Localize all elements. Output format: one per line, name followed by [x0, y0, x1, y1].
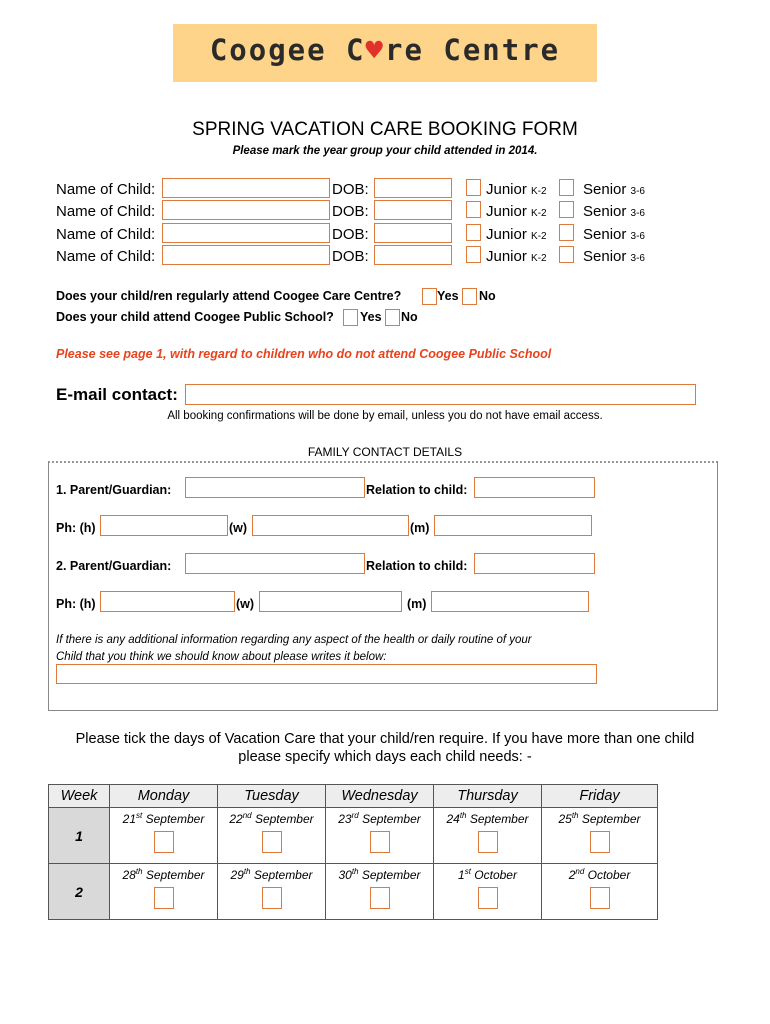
day-date: 21st September: [122, 811, 205, 826]
parent1-phone-work-input[interactable]: [252, 515, 409, 536]
day-checkbox[interactable]: [370, 887, 390, 909]
dob-label: DOB:: [332, 226, 369, 243]
junior-checkbox[interactable]: [466, 179, 481, 196]
day-cell: [326, 864, 434, 920]
day-date: 30th September: [338, 867, 421, 882]
day-checkbox[interactable]: [478, 887, 498, 909]
dob-input[interactable]: [374, 178, 452, 198]
tick-instructions: Please tick the days of Vacation Care that your child/ren require. If you have more than one child please specify which days each child needs: -: [75, 731, 695, 765]
family-contact-title: FAMILY CONTACT DETAILS: [307, 445, 463, 459]
heart-icon: ♥: [365, 33, 385, 67]
email-note: All booking confirmations will be done by email, unless you do not have email access.: [167, 410, 603, 422]
parent1-relation-label: Relation to child:: [366, 483, 468, 497]
day-date: 2nd October: [568, 867, 631, 882]
child-name-label: Name of Child:: [56, 181, 156, 198]
dob-input[interactable]: [374, 223, 452, 243]
junior-checkbox[interactable]: [466, 224, 481, 241]
week-label: 2: [49, 864, 110, 920]
parent2-relation-label: Relation to child:: [366, 559, 468, 573]
senior-checkbox[interactable]: [559, 246, 574, 263]
day-cell: [326, 808, 434, 864]
junior-checkbox[interactable]: [466, 246, 481, 263]
child-name-label: Name of Child:: [56, 226, 156, 243]
day-date: 28th September: [122, 867, 205, 882]
additional-info-input[interactable]: [56, 664, 597, 684]
day-date: 22nd September: [229, 811, 314, 826]
header-wednesday: Wednesday: [326, 785, 434, 808]
parent1-label: 1. Parent/Guardian:: [56, 483, 172, 497]
regular-yes-checkbox[interactable]: [422, 288, 437, 305]
day-checkbox[interactable]: [262, 831, 282, 853]
parent2-phone-work-label: (w): [236, 597, 255, 611]
page-title: SPRING VACATION CARE BOOKING FORM: [192, 119, 578, 140]
page-subtitle: Please mark the year group your child attended in 2014.: [232, 145, 538, 157]
week-row: [49, 864, 658, 920]
dob-label: DOB:: [332, 248, 369, 265]
table-header-row: [49, 785, 658, 808]
day-cell: [110, 808, 218, 864]
header-tuesday: Tuesday: [218, 785, 326, 808]
parent2-phone-mobile-label: (m): [407, 597, 427, 611]
additional-info-note: If there is any additional information regarding any aspect of the health or daily routine of your Child that you think we should know about please writes it below:: [56, 634, 532, 663]
parent2-phone-mobile-input[interactable]: [431, 591, 589, 612]
parent1-phone-work-label: (w): [229, 521, 248, 535]
regular-no-checkbox[interactable]: [462, 288, 477, 305]
day-checkbox[interactable]: [154, 831, 174, 853]
vacation-days-table: [48, 784, 658, 920]
header-monday: Monday: [110, 785, 218, 808]
parent1-phone-mobile-input[interactable]: [434, 515, 592, 536]
day-date: 25th September: [558, 811, 641, 826]
day-cell: [434, 808, 542, 864]
day-checkbox[interactable]: [590, 831, 610, 853]
school-no-checkbox[interactable]: [385, 309, 400, 326]
child-name-input[interactable]: [162, 178, 330, 198]
email-label: E-mail contact:: [56, 385, 178, 404]
child-name-input[interactable]: [162, 245, 330, 265]
header-week: Week: [49, 785, 110, 808]
parent1-phone-mobile-label: (m): [410, 521, 430, 535]
child-name-input[interactable]: [162, 200, 330, 220]
dob-input[interactable]: [374, 245, 452, 265]
day-cell: [218, 864, 326, 920]
parent2-phone-home-label: Ph: (h): [56, 597, 96, 611]
day-cell: [110, 864, 218, 920]
junior-checkbox[interactable]: [466, 201, 481, 218]
day-checkbox[interactable]: [262, 887, 282, 909]
day-date: 29th September: [230, 867, 313, 882]
school-yes-checkbox[interactable]: [343, 309, 358, 326]
day-date: 1st October: [458, 867, 517, 882]
header-thursday: Thursday: [434, 785, 542, 808]
senior-checkbox[interactable]: [559, 179, 574, 196]
parent2-phone-home-input[interactable]: [100, 591, 235, 612]
parent1-input[interactable]: [185, 477, 365, 498]
senior-checkbox[interactable]: [559, 201, 574, 218]
parent2-input[interactable]: [185, 553, 365, 574]
email-input[interactable]: [185, 384, 696, 405]
header-friday: Friday: [542, 785, 658, 808]
parent1-phone-home-label: Ph: (h): [56, 521, 96, 535]
day-checkbox[interactable]: [590, 887, 610, 909]
parent2-phone-work-input[interactable]: [259, 591, 402, 612]
logo: [173, 24, 597, 82]
child-name-label: Name of Child:: [56, 248, 156, 265]
child-name-label: Name of Child:: [56, 203, 156, 220]
day-checkbox[interactable]: [478, 831, 498, 853]
dob-label: DOB:: [332, 181, 369, 198]
day-checkbox[interactable]: [370, 831, 390, 853]
day-cell: [434, 864, 542, 920]
day-date: 24th September: [446, 811, 529, 826]
parent1-phone-home-input[interactable]: [100, 515, 228, 536]
child-name-input[interactable]: [162, 223, 330, 243]
day-cell: [542, 864, 658, 920]
day-cell: [542, 808, 658, 864]
logo-text: Coogee C♥re Centre: [209, 33, 561, 67]
parent2-relation-input[interactable]: [474, 553, 595, 574]
dob-input[interactable]: [374, 200, 452, 220]
day-checkbox[interactable]: [154, 887, 174, 909]
day-date: 23rd September: [338, 811, 421, 826]
week-row: [49, 808, 658, 864]
senior-checkbox[interactable]: [559, 224, 574, 241]
parent2-label: 2. Parent/Guardian:: [56, 559, 172, 573]
dob-label: DOB:: [332, 203, 369, 220]
week-label: 1: [49, 808, 110, 864]
day-cell: [218, 808, 326, 864]
parent1-relation-input[interactable]: [474, 477, 595, 498]
non-public-school-note: Please see page 1, with regard to children who do not attend Coogee Public School: [56, 347, 552, 361]
